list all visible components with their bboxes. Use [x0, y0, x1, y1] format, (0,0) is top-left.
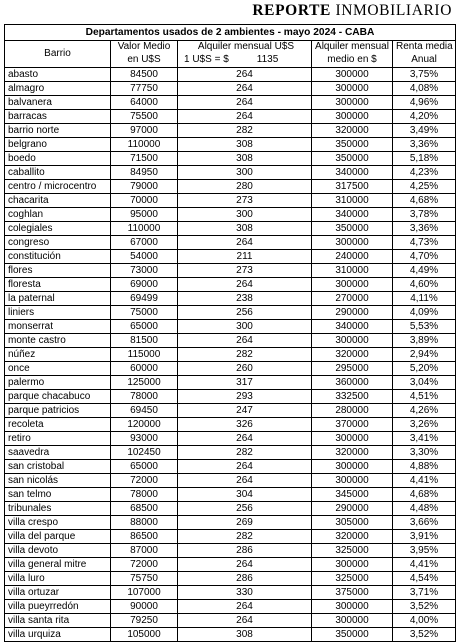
alquiler-usd-cell: 308 [178, 222, 312, 236]
table-row [5, 292, 456, 306]
alquiler-usd-cell: 211 [178, 250, 312, 264]
table-row [5, 418, 456, 432]
table-row [5, 306, 456, 320]
table-row [5, 446, 456, 460]
alquiler-pesos-cell: 375000 [312, 586, 393, 600]
table-row [5, 334, 456, 348]
barrio-cell: saavedra [5, 446, 111, 460]
valor-usd-cell: 65000 [111, 320, 178, 334]
renta-cell: 4,68% [393, 194, 456, 208]
valor-usd-cell: 79000 [111, 180, 178, 194]
renta-cell: 4,60% [393, 278, 456, 292]
barrio-cell: constitución [5, 250, 111, 264]
alquiler-pesos-cell: 290000 [312, 306, 393, 320]
valor-usd-cell: 88000 [111, 516, 178, 530]
col-header-renta-1: Renta media [393, 41, 456, 55]
barrio-cell: abasto [5, 68, 111, 82]
alquiler-pesos-cell: 340000 [312, 320, 393, 334]
valor-usd-cell: 87000 [111, 544, 178, 558]
barrio-cell: boedo [5, 152, 111, 166]
alquiler-usd-cell: 300 [178, 166, 312, 180]
alquiler-pesos-cell: 240000 [312, 250, 393, 264]
alquiler-usd-cell: 264 [178, 110, 312, 124]
barrio-cell: retiro [5, 432, 111, 446]
renta-cell: 4,54% [393, 572, 456, 586]
table-row [5, 96, 456, 110]
alquiler-usd-cell: 264 [178, 236, 312, 250]
valor-usd-cell: 75500 [111, 110, 178, 124]
table-body [5, 68, 456, 642]
valor-usd-cell: 79250 [111, 614, 178, 628]
alquiler-pesos-cell: 300000 [312, 68, 393, 82]
renta-cell: 3,52% [393, 600, 456, 614]
alquiler-pesos-cell: 300000 [312, 334, 393, 348]
valor-usd-cell: 110000 [111, 138, 178, 152]
alquiler-usd-cell: 308 [178, 152, 312, 166]
table-row [5, 516, 456, 530]
alquiler-usd-cell: 264 [178, 460, 312, 474]
renta-cell: 3,36% [393, 138, 456, 152]
exchange-rate-label: 1 U$S = $ [184, 54, 229, 65]
alquiler-usd-cell: 304 [178, 488, 312, 502]
barrio-cell: san telmo [5, 488, 111, 502]
table-row [5, 320, 456, 334]
renta-cell: 3,26% [393, 418, 456, 432]
alquiler-usd-cell: 282 [178, 124, 312, 138]
valor-usd-cell: 73000 [111, 264, 178, 278]
barrio-cell: almagro [5, 82, 111, 96]
renta-cell: 4,68% [393, 488, 456, 502]
valor-usd-cell: 75000 [111, 306, 178, 320]
table-row [5, 180, 456, 194]
alquiler-pesos-cell: 300000 [312, 474, 393, 488]
alquiler-usd-cell: 264 [178, 278, 312, 292]
alquiler-pesos-cell: 350000 [312, 152, 393, 166]
table-row [5, 124, 456, 138]
col-header-valor-1: Valor Medio [111, 41, 178, 55]
valor-usd-cell: 78000 [111, 390, 178, 404]
barrio-cell: villa devoto [5, 544, 111, 558]
alquiler-usd-cell: 282 [178, 530, 312, 544]
barrio-cell: belgrano [5, 138, 111, 152]
table-row [5, 250, 456, 264]
valor-usd-cell: 71500 [111, 152, 178, 166]
alquiler-pesos-cell: 310000 [312, 264, 393, 278]
valor-usd-cell: 115000 [111, 348, 178, 362]
alquiler-usd-cell: 326 [178, 418, 312, 432]
table-row [5, 628, 456, 642]
valor-usd-cell: 95000 [111, 208, 178, 222]
alquiler-pesos-cell: 325000 [312, 544, 393, 558]
table-row [5, 264, 456, 278]
rent-table [4, 24, 456, 642]
brand-bold: REPORTE [252, 2, 331, 19]
table-row [5, 208, 456, 222]
table-row [5, 222, 456, 236]
alquiler-pesos-cell: 340000 [312, 166, 393, 180]
barrio-cell: villa crespo [5, 516, 111, 530]
alquiler-pesos-cell: 310000 [312, 194, 393, 208]
renta-cell: 4,08% [393, 82, 456, 96]
table-row [5, 110, 456, 124]
alquiler-usd-cell: 264 [178, 68, 312, 82]
brand-logo [252, 2, 452, 20]
alquiler-pesos-cell: 280000 [312, 404, 393, 418]
valor-usd-cell: 68500 [111, 502, 178, 516]
valor-usd-cell: 78000 [111, 488, 178, 502]
table-row [5, 544, 456, 558]
renta-cell: 4,73% [393, 236, 456, 250]
exchange-rate-value: 1135 [256, 54, 279, 65]
alquiler-usd-cell: 264 [178, 334, 312, 348]
barrio-cell: once [5, 362, 111, 376]
alquiler-usd-cell: 256 [178, 502, 312, 516]
alquiler-pesos-cell: 300000 [312, 82, 393, 96]
alquiler-pesos-cell: 320000 [312, 124, 393, 138]
alquiler-pesos-cell: 320000 [312, 446, 393, 460]
renta-cell: 4,00% [393, 614, 456, 628]
table-row [5, 572, 456, 586]
alquiler-usd-cell: 282 [178, 348, 312, 362]
barrio-cell: barracas [5, 110, 111, 124]
barrio-cell: tribunales [5, 502, 111, 516]
table-row [5, 614, 456, 628]
barrio-cell: villa del parque [5, 530, 111, 544]
alquiler-pesos-cell: 350000 [312, 628, 393, 642]
table-row [5, 558, 456, 572]
valor-usd-cell: 72000 [111, 558, 178, 572]
alquiler-usd-cell: 247 [178, 404, 312, 418]
table-row [5, 236, 456, 250]
table-title-row [5, 25, 456, 41]
alquiler-usd-cell: 286 [178, 572, 312, 586]
alquiler-usd-cell: 256 [178, 306, 312, 320]
valor-usd-cell: 102450 [111, 446, 178, 460]
barrio-cell: parque chacabuco [5, 390, 111, 404]
alquiler-usd-cell: 260 [178, 362, 312, 376]
valor-usd-cell: 97000 [111, 124, 178, 138]
alquiler-pesos-cell: 320000 [312, 348, 393, 362]
alquiler-usd-cell: 286 [178, 544, 312, 558]
barrio-cell: balvanera [5, 96, 111, 110]
alquiler-pesos-cell: 340000 [312, 208, 393, 222]
alquiler-pesos-cell: 332500 [312, 390, 393, 404]
table-row [5, 600, 456, 614]
renta-cell: 4,26% [393, 404, 456, 418]
alquiler-pesos-cell: 325000 [312, 572, 393, 586]
barrio-cell: caballito [5, 166, 111, 180]
alquiler-usd-cell: 280 [178, 180, 312, 194]
renta-cell: 4,41% [393, 558, 456, 572]
renta-cell: 4,48% [393, 502, 456, 516]
valor-usd-cell: 84950 [111, 166, 178, 180]
renta-cell: 3,71% [393, 586, 456, 600]
barrio-cell: chacarita [5, 194, 111, 208]
alquiler-pesos-cell: 345000 [312, 488, 393, 502]
valor-usd-cell: 65000 [111, 460, 178, 474]
valor-usd-cell: 110000 [111, 222, 178, 236]
renta-cell: 3,41% [393, 432, 456, 446]
barrio-cell: palermo [5, 376, 111, 390]
alquiler-pesos-cell: 300000 [312, 110, 393, 124]
renta-cell: 3,30% [393, 446, 456, 460]
renta-cell: 4,51% [393, 390, 456, 404]
renta-cell: 4,49% [393, 264, 456, 278]
alquiler-usd-cell: 330 [178, 586, 312, 600]
alquiler-pesos-cell: 300000 [312, 460, 393, 474]
barrio-cell: núñez [5, 348, 111, 362]
valor-usd-cell: 72000 [111, 474, 178, 488]
valor-usd-cell: 69000 [111, 278, 178, 292]
renta-cell: 3,78% [393, 208, 456, 222]
table-row [5, 68, 456, 82]
renta-cell: 3,49% [393, 124, 456, 138]
valor-usd-cell: 107000 [111, 586, 178, 600]
alquiler-usd-cell: 264 [178, 96, 312, 110]
renta-cell: 4,09% [393, 306, 456, 320]
valor-usd-cell: 54000 [111, 250, 178, 264]
barrio-cell: recoleta [5, 418, 111, 432]
table-row [5, 194, 456, 208]
alquiler-usd-cell: 264 [178, 558, 312, 572]
alquiler-pesos-cell: 350000 [312, 222, 393, 236]
col-header-alquiler-1: Alquiler mensual U$S [178, 41, 312, 55]
alquiler-pesos-cell: 305000 [312, 516, 393, 530]
col-header-alq-pesos-2: medio en $ [312, 54, 393, 68]
valor-usd-cell: 60000 [111, 362, 178, 376]
table-row [5, 474, 456, 488]
alquiler-usd-cell: 264 [178, 82, 312, 96]
barrio-cell: villa santa rita [5, 614, 111, 628]
alquiler-usd-cell: 269 [178, 516, 312, 530]
valor-usd-cell: 77750 [111, 82, 178, 96]
barrio-cell: coghlan [5, 208, 111, 222]
table-row [5, 586, 456, 600]
renta-cell: 5,18% [393, 152, 456, 166]
renta-cell: 3,66% [393, 516, 456, 530]
barrio-cell: centro / microcentro [5, 180, 111, 194]
valor-usd-cell: 93000 [111, 432, 178, 446]
renta-cell: 3,52% [393, 628, 456, 642]
table-row [5, 502, 456, 516]
table-row [5, 404, 456, 418]
alquiler-pesos-cell: 360000 [312, 376, 393, 390]
barrio-cell: barrio norte [5, 124, 111, 138]
renta-cell: 4,23% [393, 166, 456, 180]
table-row [5, 432, 456, 446]
alquiler-usd-cell: 273 [178, 194, 312, 208]
valor-usd-cell: 69450 [111, 404, 178, 418]
renta-cell: 3,95% [393, 544, 456, 558]
valor-usd-cell: 120000 [111, 418, 178, 432]
barrio-cell: villa ortuzar [5, 586, 111, 600]
barrio-cell: villa luro [5, 572, 111, 586]
barrio-cell: villa pueyrredón [5, 600, 111, 614]
table-row [5, 138, 456, 152]
renta-cell: 4,20% [393, 110, 456, 124]
renta-cell: 5,20% [393, 362, 456, 376]
header-row-1 [5, 41, 456, 55]
col-header-barrio: Barrio [5, 41, 111, 68]
alquiler-usd-cell: 293 [178, 390, 312, 404]
alquiler-usd-cell: 238 [178, 292, 312, 306]
alquiler-usd-cell: 317 [178, 376, 312, 390]
alquiler-usd-cell: 273 [178, 264, 312, 278]
renta-cell: 4,41% [393, 474, 456, 488]
brand-light: INMOBILIARIO [335, 2, 452, 19]
alquiler-pesos-cell: 295000 [312, 362, 393, 376]
col-header-valor-2: en U$S [111, 54, 178, 68]
alquiler-pesos-cell: 320000 [312, 530, 393, 544]
renta-cell: 3,04% [393, 376, 456, 390]
valor-usd-cell: 86500 [111, 530, 178, 544]
table-row [5, 530, 456, 544]
barrio-cell: flores [5, 264, 111, 278]
table-row [5, 82, 456, 96]
table-row [5, 376, 456, 390]
alquiler-pesos-cell: 300000 [312, 558, 393, 572]
alquiler-pesos-cell: 370000 [312, 418, 393, 432]
barrio-cell: la paternal [5, 292, 111, 306]
renta-cell: 5,53% [393, 320, 456, 334]
renta-cell: 4,25% [393, 180, 456, 194]
renta-cell: 4,70% [393, 250, 456, 264]
alquiler-usd-cell: 300 [178, 320, 312, 334]
valor-usd-cell: 90000 [111, 600, 178, 614]
valor-usd-cell: 75750 [111, 572, 178, 586]
alquiler-usd-cell: 264 [178, 600, 312, 614]
table-row [5, 460, 456, 474]
barrio-cell: villa general mitre [5, 558, 111, 572]
alquiler-pesos-cell: 290000 [312, 502, 393, 516]
table-row [5, 278, 456, 292]
alquiler-pesos-cell: 300000 [312, 432, 393, 446]
table-row [5, 488, 456, 502]
valor-usd-cell: 70000 [111, 194, 178, 208]
valor-usd-cell: 69499 [111, 292, 178, 306]
alquiler-pesos-cell: 317500 [312, 180, 393, 194]
alquiler-pesos-cell: 300000 [312, 96, 393, 110]
valor-usd-cell: 81500 [111, 334, 178, 348]
valor-usd-cell: 125000 [111, 376, 178, 390]
table-row [5, 152, 456, 166]
renta-cell: 3,75% [393, 68, 456, 82]
table-row [5, 348, 456, 362]
renta-cell: 3,91% [393, 530, 456, 544]
alquiler-pesos-cell: 300000 [312, 278, 393, 292]
alquiler-pesos-cell: 270000 [312, 292, 393, 306]
alquiler-usd-cell: 308 [178, 138, 312, 152]
alquiler-usd-cell: 264 [178, 614, 312, 628]
renta-cell: 3,36% [393, 222, 456, 236]
valor-usd-cell: 105000 [111, 628, 178, 642]
valor-usd-cell: 67000 [111, 236, 178, 250]
barrio-cell: san cristobal [5, 460, 111, 474]
barrio-cell: liniers [5, 306, 111, 320]
alquiler-usd-cell: 308 [178, 628, 312, 642]
table-row [5, 390, 456, 404]
table-row [5, 362, 456, 376]
barrio-cell: floresta [5, 278, 111, 292]
barrio-cell: san nicolás [5, 474, 111, 488]
alquiler-usd-cell: 300 [178, 208, 312, 222]
alquiler-pesos-cell: 350000 [312, 138, 393, 152]
alquiler-usd-cell: 264 [178, 432, 312, 446]
valor-usd-cell: 64000 [111, 96, 178, 110]
table-row [5, 166, 456, 180]
barrio-cell: congreso [5, 236, 111, 250]
renta-cell: 4,88% [393, 460, 456, 474]
renta-cell: 3,89% [393, 334, 456, 348]
renta-cell: 2,94% [393, 348, 456, 362]
barrio-cell: colegiales [5, 222, 111, 236]
col-header-renta-2: Anual [393, 54, 456, 68]
alquiler-usd-cell: 264 [178, 474, 312, 488]
col-header-alq-pesos-1: Alquiler mensual [312, 41, 393, 55]
barrio-cell: monserrat [5, 320, 111, 334]
table-title: Departamentos usados de 2 ambientes - mayo 2024 - CABA [5, 25, 456, 41]
renta-cell: 4,11% [393, 292, 456, 306]
col-header-exchange-rate [178, 54, 312, 68]
renta-cell: 4,96% [393, 96, 456, 110]
barrio-cell: parque patricios [5, 404, 111, 418]
alquiler-pesos-cell: 300000 [312, 614, 393, 628]
barrio-cell: villa urquiza [5, 628, 111, 642]
alquiler-pesos-cell: 300000 [312, 236, 393, 250]
barrio-cell: monte castro [5, 334, 111, 348]
alquiler-usd-cell: 282 [178, 446, 312, 460]
alquiler-pesos-cell: 300000 [312, 600, 393, 614]
valor-usd-cell: 84500 [111, 68, 178, 82]
